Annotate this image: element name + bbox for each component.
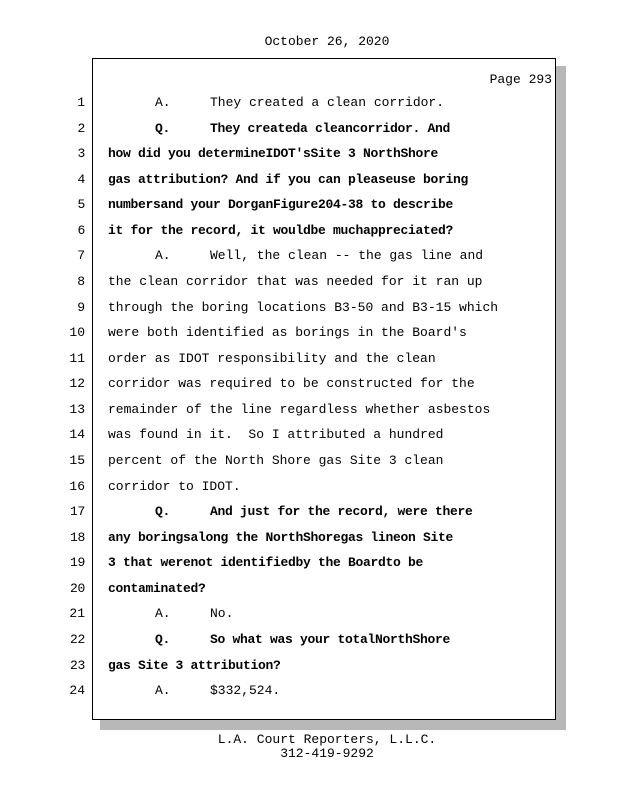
speaker-label: A. — [155, 683, 171, 699]
line-number: 6 — [77, 222, 85, 238]
line-text: any boringsalong the NorthShoregas lineon Site — [108, 529, 454, 545]
transcript-line — [0, 374, 560, 394]
line-number: 1 — [77, 95, 85, 110]
transcript-line — [0, 604, 560, 624]
line-text: order as IDOT responsibility and the clean — [108, 350, 436, 366]
line-number: 10 — [69, 325, 85, 341]
line-number: 19 — [69, 555, 85, 571]
transcript-line — [0, 298, 560, 318]
speaker-label: Q. — [155, 120, 171, 136]
line-number: 17 — [69, 504, 85, 520]
line-text: was found in it. So I attributed a hundred — [108, 427, 444, 443]
transcript-line — [0, 579, 560, 599]
line-text: And just for the record, were there — [210, 504, 473, 520]
line-text: it for the record, it wouldbe muchappreciated? — [108, 222, 454, 238]
court-reporter-name: L.A. Court Reporters, L.L.C. — [217, 732, 437, 747]
line-number: 23 — [69, 657, 85, 673]
line-text: They createda cleancorridor. And — [210, 120, 451, 136]
transcript-line — [0, 170, 560, 190]
line-text: No. — [210, 606, 234, 622]
line-number: 22 — [69, 631, 85, 647]
transcript-line — [0, 553, 560, 573]
line-number: 20 — [69, 580, 85, 596]
line-number: 14 — [69, 427, 85, 443]
transcript-line — [0, 425, 560, 445]
line-number: 21 — [69, 606, 85, 622]
line-text: Well, the clean -- the gas line and — [210, 248, 484, 264]
transcript-line — [0, 246, 560, 266]
line-text: corridor to IDOT. — [108, 478, 241, 494]
line-text: how did you determineIDOT'sSite 3 NorthShore — [108, 146, 439, 162]
line-number: 16 — [69, 478, 85, 494]
line-text: through the boring locations B3-50 and B3-15 which — [108, 299, 499, 315]
line-number: 5 — [77, 197, 85, 213]
speaker-label: Q. — [155, 631, 171, 647]
transcript-line — [0, 195, 560, 215]
line-number: 12 — [69, 376, 85, 392]
line-number: 11 — [69, 350, 85, 366]
line-text: corridor was required to be constructed for the — [108, 376, 475, 392]
transcript-line — [0, 630, 560, 650]
line-number: 15 — [69, 452, 85, 468]
line-number: 7 — [77, 248, 85, 264]
transcript-line — [0, 144, 560, 164]
line-text: contaminated? — [108, 580, 206, 596]
transcript-line — [0, 119, 560, 139]
transcript-line — [0, 400, 560, 420]
transcript-date: October 26, 2020 — [264, 34, 390, 49]
line-text: were both identified as borings in the Board's — [108, 325, 467, 341]
line-number: 8 — [77, 273, 85, 289]
line-text: remainder of the line regardless whether asbestos — [108, 401, 491, 417]
line-text: So what was your totalNorthShore — [210, 631, 451, 647]
line-number: 18 — [69, 529, 85, 545]
footer — [0, 733, 618, 761]
line-text: gas attribution? And if you can pleaseuse boring — [108, 171, 469, 187]
line-text: They created a clean corridor. — [210, 95, 445, 110]
transcript-line — [0, 477, 560, 497]
line-number: 24 — [69, 683, 85, 699]
speaker-label: Q. — [155, 504, 171, 520]
transcript-line — [0, 502, 560, 522]
line-number: 2 — [77, 120, 85, 136]
line-number: 9 — [77, 299, 85, 315]
line-text: 3 that werenot identifiedby the Boardto be — [108, 555, 424, 571]
transcript-line — [0, 451, 560, 471]
transcript-line — [0, 349, 560, 369]
transcript-line — [0, 656, 560, 676]
line-number: 3 — [77, 146, 85, 162]
court-reporter-phone: 312-419-9292 — [280, 746, 374, 761]
speaker-label: A. — [155, 95, 171, 110]
speaker-label: A. — [155, 248, 171, 264]
line-text: the clean corridor that was needed for it ran up — [108, 273, 483, 289]
line-text: percent of the North Shore gas Site 3 clean — [108, 452, 444, 468]
line-text: gas Site 3 attribution? — [108, 657, 281, 673]
transcript-line — [0, 681, 560, 701]
transcript-line — [0, 272, 560, 292]
transcript-line — [0, 221, 560, 241]
page-number: Page 293 — [489, 72, 552, 87]
transcript-line — [0, 93, 560, 113]
line-text: $332,524. — [210, 683, 281, 699]
line-text: numbersand your DorganFigure204-38 to describe — [108, 197, 454, 213]
line-number: 13 — [69, 401, 85, 417]
transcript-line — [0, 528, 560, 548]
line-number: 4 — [77, 171, 85, 187]
transcript-line — [0, 323, 560, 343]
speaker-label: A. — [155, 606, 171, 622]
